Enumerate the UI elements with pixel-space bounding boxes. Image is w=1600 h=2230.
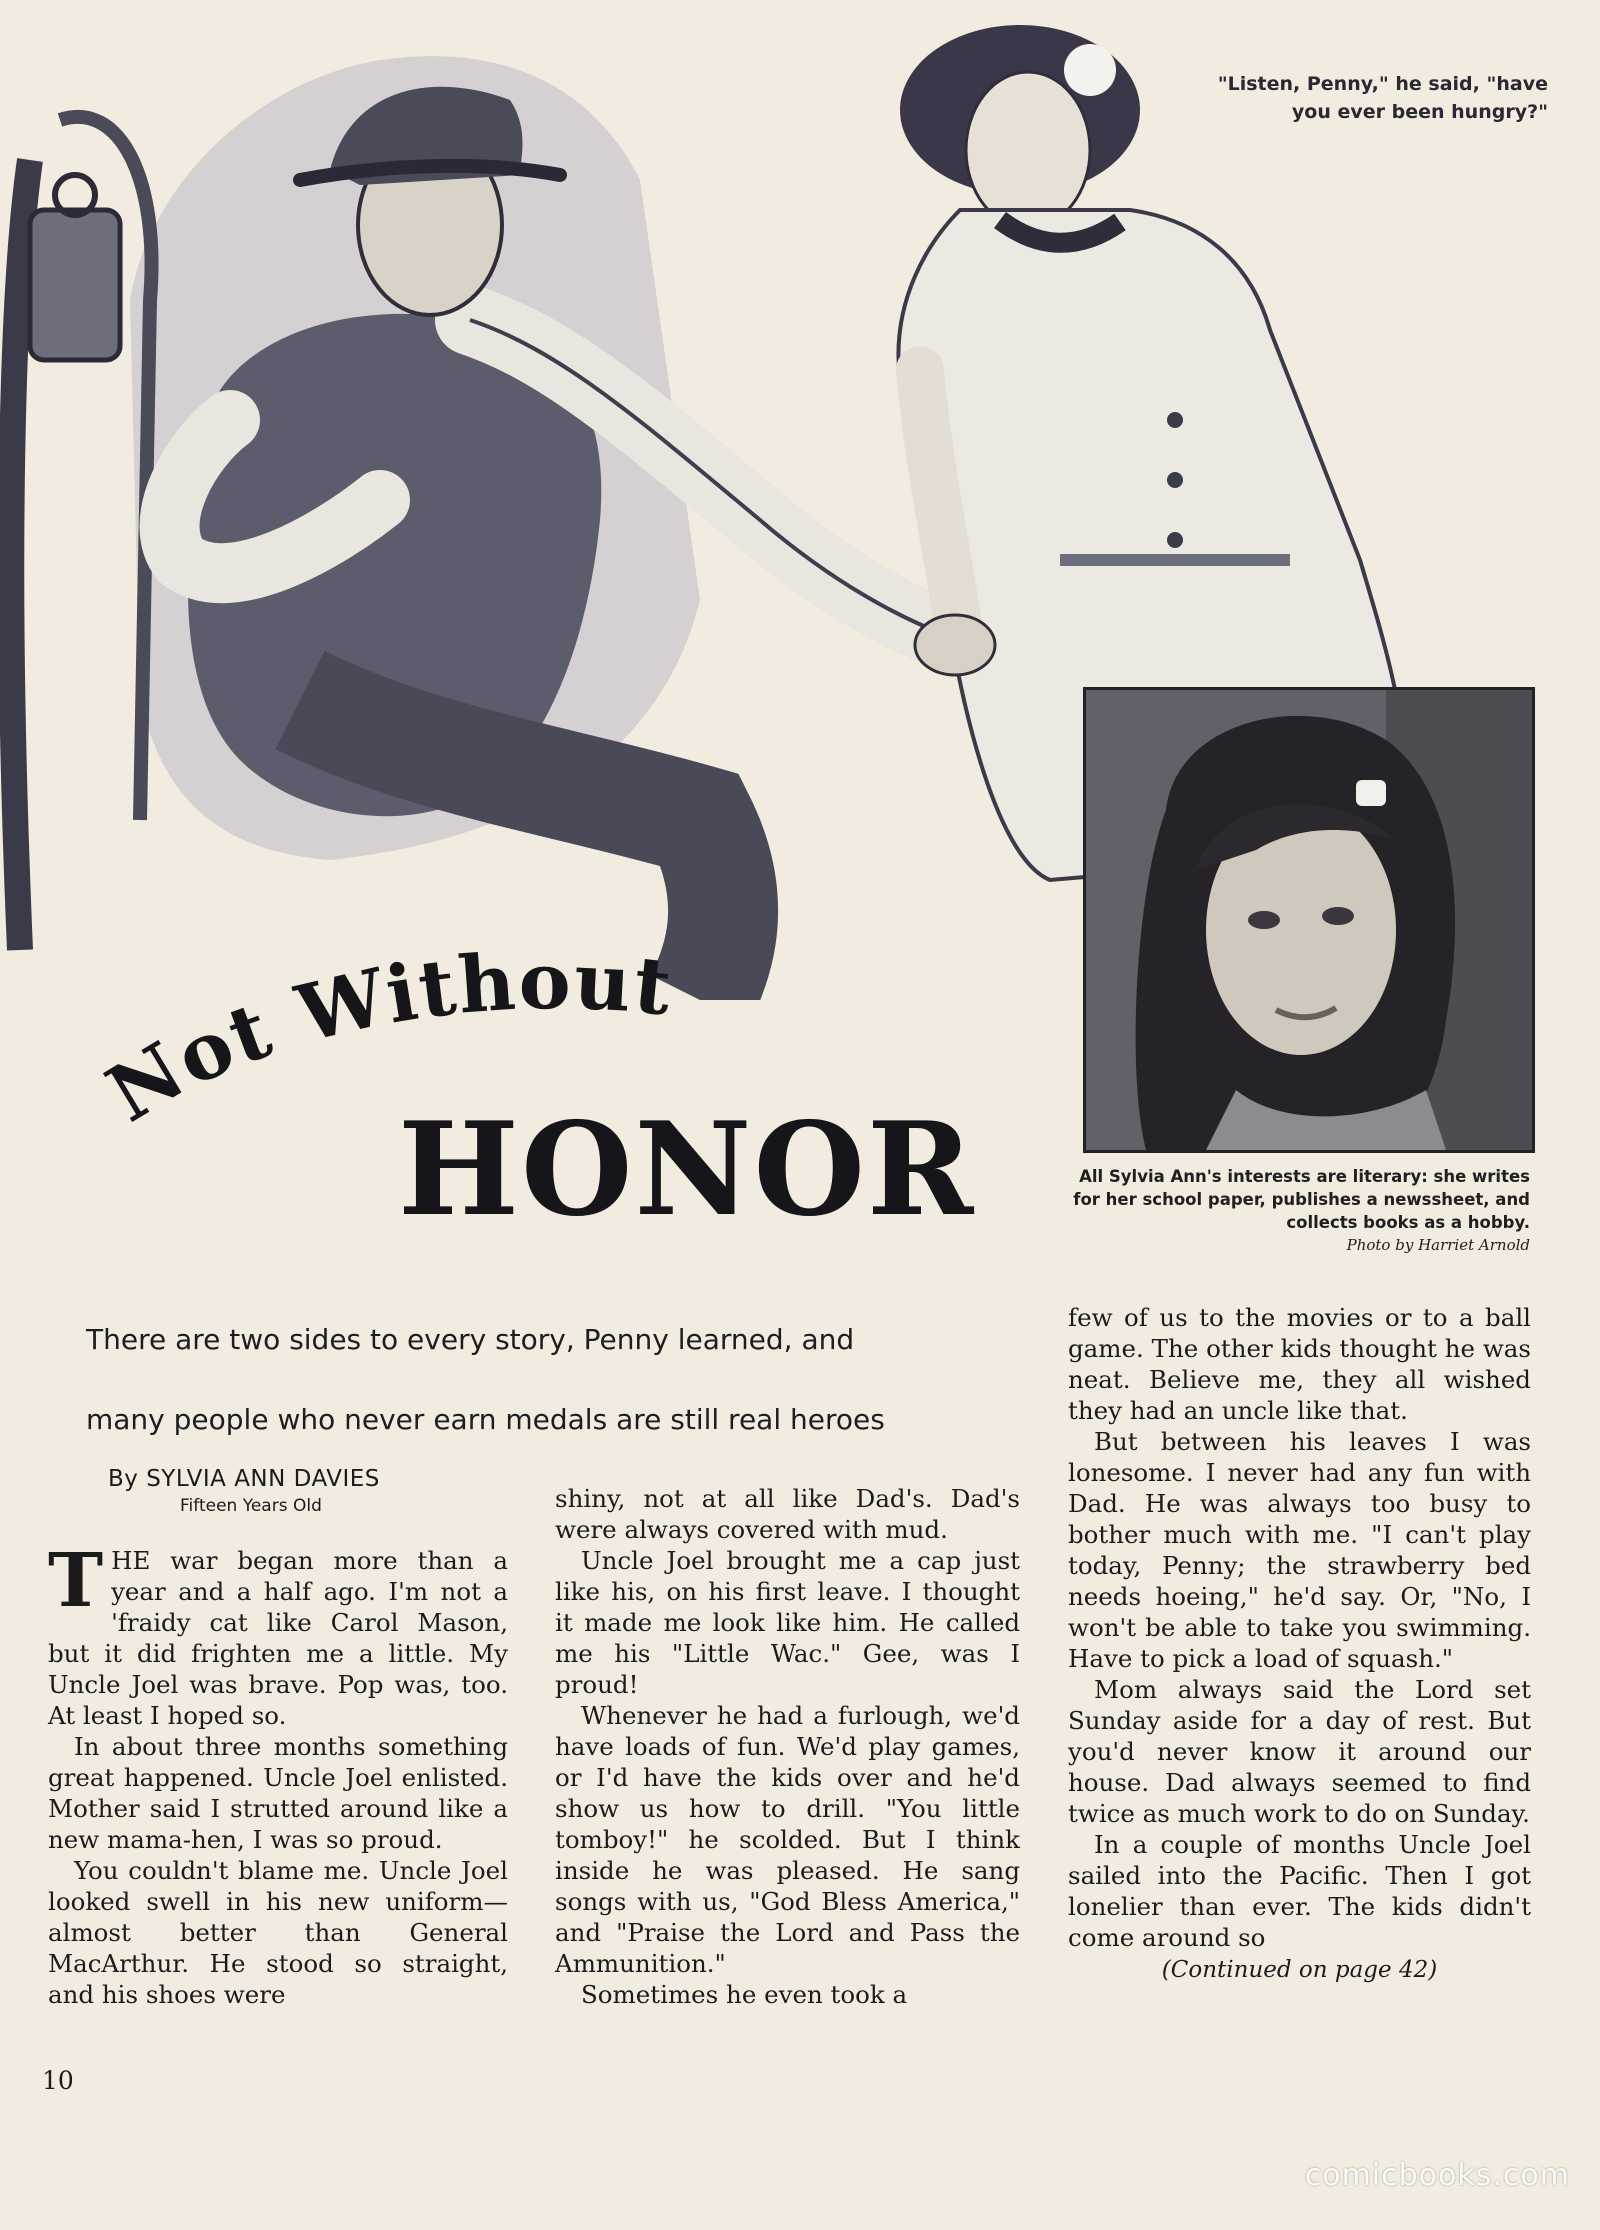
drop-cap: T	[48, 1538, 104, 1624]
author-photo	[1083, 687, 1535, 1153]
watermark: comicbooks.com	[1304, 2158, 1570, 2193]
deck-line-1: There are two sides to every story, Penny learned, and	[86, 1323, 855, 1356]
paragraph	[48, 1538, 508, 1731]
headline-arc-text: Not Without	[92, 935, 677, 1141]
article-column-2	[555, 1483, 1020, 2010]
paragraph: But between his leaves I was lonesome. I never had any fun with Dad. He was always too busy to bother much with me. "I can't play today, Penny; the strawberry bed needs hoeing," he'd say. Or, "No, I won't be able to take you swimming. Have to pick a load of squash."	[1068, 1427, 1531, 1673]
photo-caption-text: All Sylvia Ann's interests are literary: she writes for her school paper, publishes a newssheet, and collects books as a hobby.	[1073, 1167, 1530, 1232]
photo-caption	[1068, 1165, 1530, 1257]
paragraph: Mom always said the Lord set Sunday aside for a day of rest. But you'd never know it around our house. Dad always seemed to find twice as much work to do on Sunday.	[1068, 1675, 1531, 1828]
photo-credit: Photo by Harriet Arnold	[1346, 1236, 1530, 1254]
deck	[86, 1300, 1006, 1460]
page-number: 10	[42, 2066, 74, 2095]
deck-line-2: many people who never earn medals are still real heroes	[86, 1403, 885, 1436]
paragraph: shiny, not at all like Dad's. Dad's were always covered with mud.	[555, 1484, 1020, 1544]
byline-author: By SYLVIA ANN DAVIES	[108, 1466, 380, 1492]
paragraph: Uncle Joel brought me a cap just like his, on his first leave. I thought it made me look like him. He called me his "Little Wac." Gee, was I proud!	[555, 1546, 1020, 1699]
headline-line2: HONOR	[398, 1095, 976, 1245]
paragraph: In about three months something great happened. Uncle Joel enlisted. Mother said I strutted around like a new mama-hen, I was so proud.	[48, 1732, 508, 1854]
paragraph: few of us to the movies or to a ball game. The other kids thought he was neat. Believe me, they all wished they had an uncle like that.	[1068, 1303, 1531, 1425]
paragraph: Sometimes he even took a	[581, 1980, 908, 2009]
paragraph-text: HE war began more than a year and a half ago. I'm not a 'fraidy cat like Carol Mason, but it did frighten me a little. My Uncle Joel was brave. Pop was, too. At least I hoped so.	[48, 1546, 508, 1730]
paragraph: In a couple of months Uncle Joel sailed into the Pacific. Then I got lonelier than ever. The kids didn't come around so	[1068, 1830, 1531, 1952]
paragraph: You couldn't blame me. Uncle Joel looked swell in his new uniform—almost better than General MacArthur. He stood so straight, and his shoes were	[48, 1856, 508, 2009]
paragraph: Whenever he had a furlough, we'd have loads of fun. We'd play games, or I'd have the kids over and he'd show us how to drill. "You little tomboy!" he scolded. But I think inside he was pleased. He sang songs with us, "God Bless America," and "Praise the Lord and Pass the Ammunition."	[555, 1701, 1020, 1978]
byline	[108, 1464, 528, 1518]
illustration-caption: "Listen, Penny," he said, "have you ever been hungry?"	[1217, 73, 1548, 123]
continued-note: (Continued on page 42)	[1161, 1957, 1438, 1983]
article-column-1	[48, 1538, 508, 2010]
article-column-3	[1068, 1302, 1531, 1986]
byline-age: Fifteen Years Old	[180, 1496, 322, 1516]
